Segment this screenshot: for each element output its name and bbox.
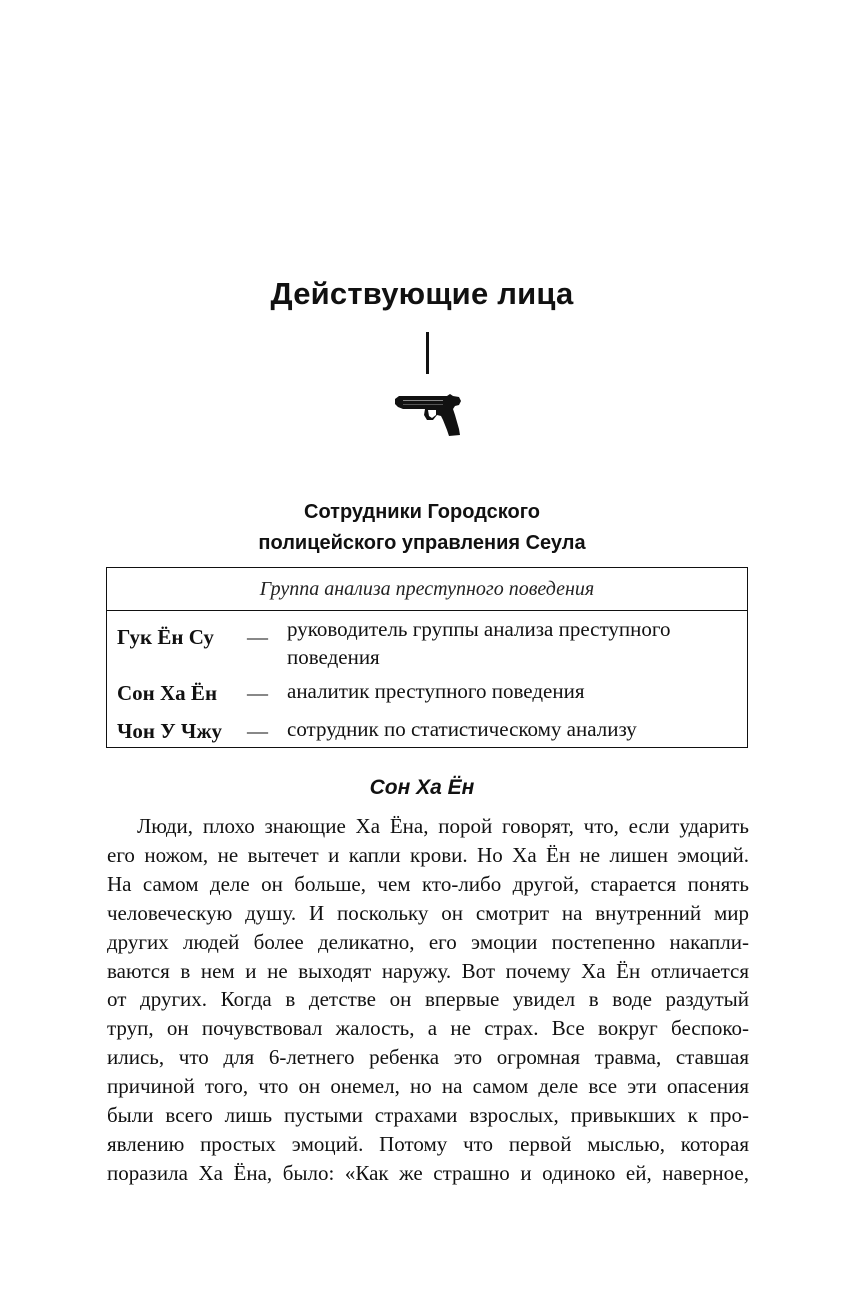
body-line: его ножом, не вытечет и капли крови. Но Ха Ён не лишен эмоций. — [107, 842, 749, 867]
cast-name: Сон Ха Ён — [117, 681, 218, 705]
cast-row — [107, 673, 747, 711]
cast-table — [106, 567, 748, 748]
department-heading — [0, 497, 844, 559]
page-title: Действующие лица — [270, 276, 574, 311]
body-line: поразила Ха Ёна, было: «Как же страшно и одиноко ей, наверное, — [107, 1160, 749, 1185]
body-line: ились, что для 6-летнего ребенка это огромная травма, ставшая — [107, 1045, 749, 1070]
cast-role-line: сотрудник по статистическому анализу — [287, 717, 637, 741]
department-line-1: Сотрудники Городского — [304, 501, 540, 523]
cast-role-line: руководитель группы анализа преступного — [287, 617, 671, 641]
body-line: явлению простых эмоций. Потому что первой мыслью, которая — [107, 1131, 749, 1156]
body-line: ваются в нем и не выходят наружу. Вот почему Ха Ён отличается — [107, 958, 749, 983]
cast-dash: — — [247, 681, 268, 705]
section-title: Сон Ха Ён — [369, 776, 475, 799]
body-line: труп, он почувствовал жалость, а не страх. Все вокруг беспоко- — [107, 1016, 749, 1041]
cast-role — [287, 677, 739, 705]
cast-group-title: Группа анализа преступного поведения — [107, 568, 747, 611]
body-line: были всего лишь пустыми страхами взрослых, привыкших к про- — [107, 1103, 749, 1128]
cast-name: Чон У Чжу — [117, 719, 223, 743]
body-line: от других. Когда в детстве он впервые увидел в воде раздутый — [107, 987, 749, 1012]
body-line: Люди, плохо знающие Ха Ёна, порой говорят, что, если ударить — [137, 814, 749, 838]
cast-role — [287, 615, 739, 671]
cast-row — [107, 611, 747, 673]
vertical-divider — [426, 332, 429, 374]
cast-role — [287, 715, 739, 743]
body-line: других людей более деликатно, его эмоции постепенно накапли- — [107, 929, 749, 954]
body-line: человеческую душу. И поскольку он смотрит на внутренний мир — [107, 900, 749, 925]
body-paragraph — [107, 812, 749, 1188]
cast-role-line: поведения — [287, 645, 380, 669]
department-line-2: полицейского управления Сеула — [258, 532, 586, 554]
cast-row — [107, 711, 747, 749]
cast-dash: — — [247, 625, 268, 649]
cast-role-line: аналитик преступного поведения — [287, 679, 585, 703]
body-line: причиной того, что он онемел, но на самом деле все эти опасения — [107, 1074, 749, 1099]
cast-dash: — — [247, 719, 268, 743]
pistol-icon — [393, 393, 463, 437]
cast-name: Гук Ён Су — [117, 625, 214, 649]
body-line: На самом деле он больше, чем кто-либо другой, старается понять — [107, 871, 749, 896]
